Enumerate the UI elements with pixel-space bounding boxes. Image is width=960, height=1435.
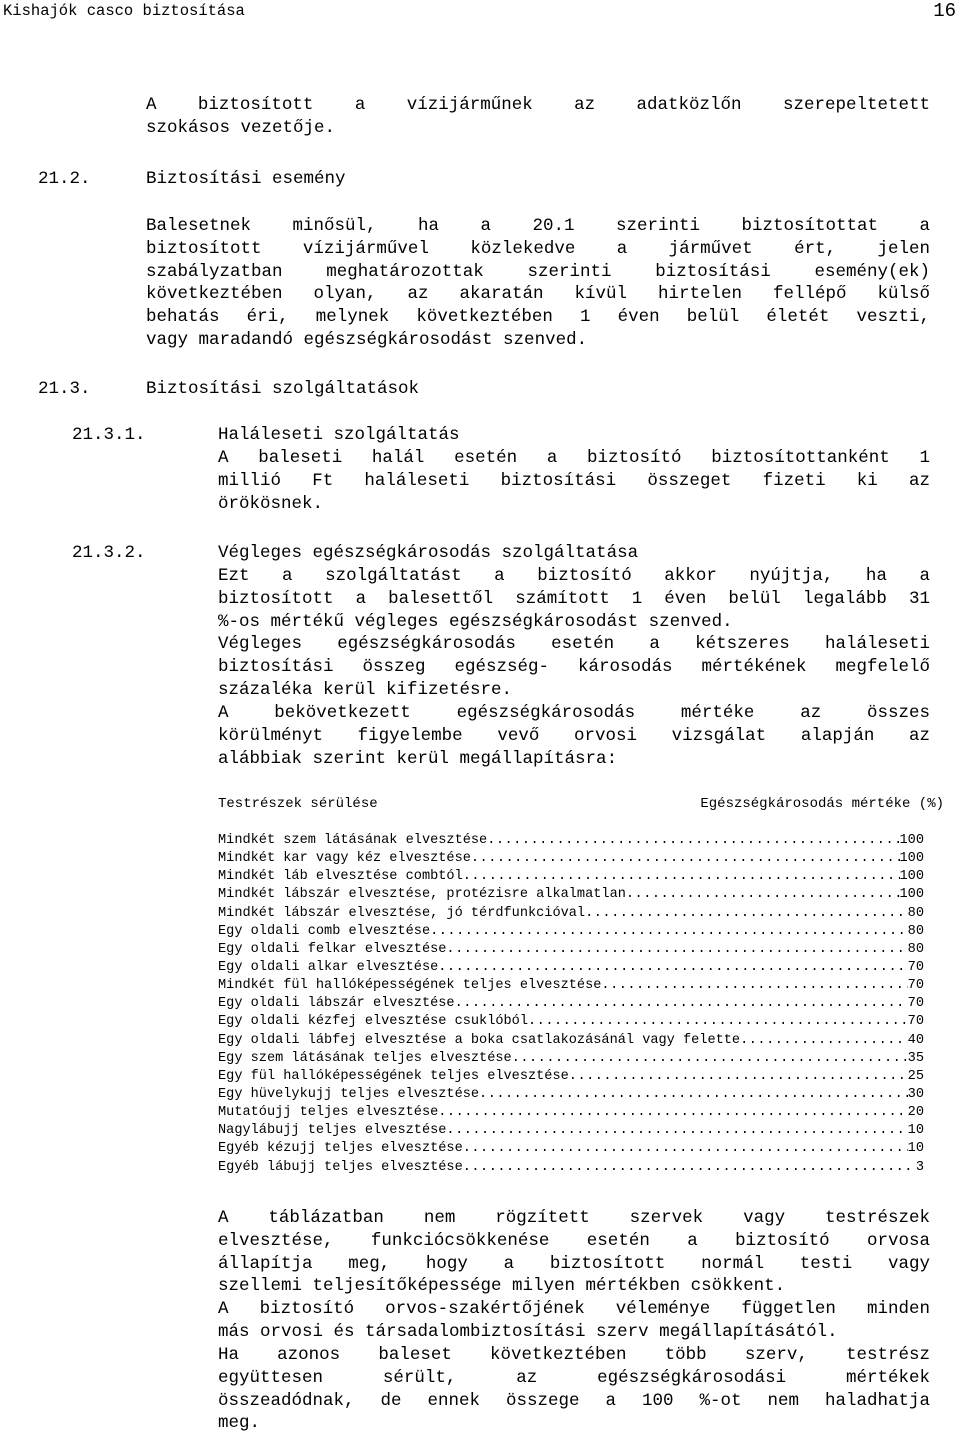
table-row bbox=[218, 905, 924, 923]
leader-dots bbox=[430, 923, 908, 941]
paragraph-expert-opinion: A biztosító orvos-szakértőjének véleménye független minden más orvosi és társadalombiztosítási szerv megállapításától. bbox=[218, 1299, 930, 1342]
percentage-value: 80 bbox=[907, 941, 924, 957]
table-row bbox=[218, 1140, 924, 1158]
percentage-value: 70 bbox=[907, 1014, 924, 1030]
section-number-21-2: 21.2. bbox=[38, 169, 91, 189]
table-row bbox=[218, 995, 924, 1013]
paragraph-permanent-damage-3: A bekövetkezett egészségkárosodás mértéke az összes körülményt figyelembe vevő orvosi vizsgálat alapján az alábbiak szerint kerül megállapításra: bbox=[218, 703, 930, 769]
paragraph-accident-definition: Balesetnek minősül, ha a 20.1 szerinti biztosítottat a biztosított vízijárművel közlekedve a járművet ért, jelen szabályzatban meghatározottak szerinti biztosítási esemény(ek) következtében olyan, az akaratán kívül hirtelen fellépő külső behatás éri, melynek következtében 1 éven belül életét veszti, vagy maradandó egészségkárosodást szenved. bbox=[146, 216, 930, 350]
table-row bbox=[218, 1068, 924, 1086]
injury-label: Egy oldali alkar elvesztése bbox=[218, 959, 439, 975]
section-number-21-3: 21.3. bbox=[38, 379, 91, 399]
leader-dots bbox=[463, 868, 900, 886]
section-title-21-3-1: Haláleseti szolgáltatás bbox=[218, 425, 460, 445]
paragraph-permanent-damage-1: Ezt a szolgáltatást a biztosító akkor nyújtja, ha a biztosított a balesettől számított 1 éven belül legalább 31 %-os mértékű végleges egészségkárosodást szenved. bbox=[218, 566, 930, 632]
injury-label: Egy oldali comb elvesztése bbox=[218, 923, 431, 939]
page-header bbox=[3, 2, 956, 24]
table-row bbox=[218, 1104, 924, 1122]
percentage-value: 30 bbox=[907, 1086, 924, 1102]
injury-table bbox=[218, 832, 924, 1177]
leader-dots bbox=[512, 1050, 908, 1068]
injury-label: Egy szem látásának teljes elvesztése bbox=[218, 1050, 512, 1066]
percentage-value: 100 bbox=[899, 851, 924, 867]
leader-dots bbox=[487, 832, 899, 850]
percentage-value: 70 bbox=[907, 996, 924, 1012]
table-row bbox=[218, 959, 924, 977]
section-title-21-3: Biztosítási szolgáltatások bbox=[146, 379, 420, 399]
injury-label: Egy oldali felkar elvesztése bbox=[218, 941, 447, 957]
section-title-21-2: Biztosítási esemény bbox=[146, 169, 346, 189]
paragraph-death-benefit: A baleseti halál esetén a biztosító biztosítottanként 1 millió Ft haláleseti biztosítási összeget fizeti ki az örökösnek. bbox=[218, 448, 930, 514]
leader-dots bbox=[471, 850, 900, 868]
table-row bbox=[218, 1032, 924, 1050]
leader-dots bbox=[626, 886, 900, 904]
injury-label: Egy oldali lábszár elvesztése bbox=[218, 996, 455, 1012]
table-row bbox=[218, 1050, 924, 1068]
table-row bbox=[218, 886, 924, 904]
leader-dots bbox=[528, 1013, 908, 1031]
leader-dots bbox=[455, 995, 908, 1013]
paragraph-unlisted-organs: A táblázatban nem rögzített szervek vagy testrészek elvesztése, funkciócsökkenése esetén a biztosító orvosa állapítja meg, hogy a biztosított normál testi vagy szellemi teljesítőképessége milyen mértékben csökkent. bbox=[218, 1208, 930, 1297]
leader-dots bbox=[740, 1032, 908, 1050]
table-row bbox=[218, 868, 924, 886]
percentage-value: 100 bbox=[899, 869, 924, 885]
injury-label: Mindkét kar vagy kéz elvesztése bbox=[218, 851, 471, 867]
table-header bbox=[218, 796, 944, 816]
percentage-value: 40 bbox=[907, 1032, 924, 1048]
injury-label: Egy hüvelykujj teljes elvesztése bbox=[218, 1086, 480, 1102]
paragraph-multiple-injuries: Ha azonos baleset következtében több szerv, testrész együttesen sérült, az egészségkárosodási mértékek összeadódnak, de ennek összege a 100 %-ot nem haladhatja meg. bbox=[218, 1345, 930, 1434]
injury-label: Egyéb lábujj teljes elvesztése bbox=[218, 1159, 463, 1175]
leader-dots bbox=[463, 1140, 908, 1158]
percentage-value: 3 bbox=[915, 1159, 924, 1175]
injury-label: Egy fül hallóképességének teljes elvesztése bbox=[218, 1068, 569, 1084]
section-title-21-3-2: Végleges egészségkárosodás szolgáltatása bbox=[218, 543, 639, 563]
leader-dots bbox=[463, 1159, 916, 1177]
percentage-value: 10 bbox=[907, 1141, 924, 1157]
percentage-value: 35 bbox=[907, 1050, 924, 1066]
injury-label: Egy oldali lábfej elvesztése a boka csatlakozásánál vagy felette bbox=[218, 1032, 741, 1048]
table-row bbox=[218, 1086, 924, 1104]
percentage-value: 100 bbox=[899, 833, 924, 848]
table-row bbox=[218, 977, 924, 995]
injury-label: Mindkét fül hallóképességének teljes elvesztése bbox=[218, 978, 602, 994]
leader-dots bbox=[438, 1104, 907, 1122]
injury-label: Egy oldali kézfej elvesztése csuklóból bbox=[218, 1014, 528, 1030]
percentage-value: 100 bbox=[899, 887, 924, 903]
section-number-21-3-2: 21.3.2. bbox=[72, 543, 146, 563]
table-header-injury: Testrészek sérülése bbox=[218, 796, 378, 812]
table-row bbox=[218, 1159, 924, 1177]
leader-dots bbox=[585, 905, 908, 923]
table-row bbox=[218, 941, 924, 959]
table-row bbox=[218, 832, 924, 850]
table-row bbox=[218, 850, 924, 868]
section-number-21-3-1: 21.3.1. bbox=[72, 425, 146, 445]
injury-label: Egyéb kézujj teljes elvesztése bbox=[218, 1141, 463, 1157]
percentage-value: 20 bbox=[907, 1105, 924, 1121]
percentage-value: 10 bbox=[907, 1123, 924, 1139]
injury-label: Mutatóujj teljes elvesztése bbox=[218, 1105, 439, 1121]
paragraph-driver: A biztosított a vízijárműnek az adatközlőn szerepeltetett szokásos vezetője. bbox=[146, 95, 930, 138]
table-header-percentage: Egészségkárosodás mértéke (%) bbox=[700, 796, 944, 812]
table-row bbox=[218, 1122, 924, 1140]
percentage-value: 70 bbox=[907, 959, 924, 975]
injury-label: Mindkét szem látásának elvesztése bbox=[218, 833, 488, 848]
injury-label: Mindkét láb elvesztése combtól bbox=[218, 869, 463, 885]
percentage-value: 80 bbox=[907, 905, 924, 921]
percentage-value: 80 bbox=[907, 923, 924, 939]
leader-dots bbox=[438, 959, 907, 977]
injury-label: Mindkét lábszár elvesztése, protézisre alkalmatlan bbox=[218, 887, 626, 903]
leader-dots bbox=[479, 1086, 908, 1104]
document-title: Kishajók casco biztosítása bbox=[3, 2, 245, 20]
table-row bbox=[218, 1013, 924, 1031]
page-number: 16 bbox=[933, 0, 956, 22]
leader-dots bbox=[569, 1068, 908, 1086]
leader-dots bbox=[446, 941, 907, 959]
percentage-value: 25 bbox=[907, 1068, 924, 1084]
table-row bbox=[218, 923, 924, 941]
percentage-value: 70 bbox=[907, 978, 924, 994]
paragraph-permanent-damage-2: Végleges egészségkárosodás esetén a kétszeres haláleseti biztosítási összeg egészség- károsodás mértékének megfelelő százaléka kerül kifizetésre. bbox=[218, 634, 930, 700]
injury-label: Nagylábujj teljes elvesztése bbox=[218, 1123, 447, 1139]
injury-label: Mindkét lábszár elvesztése, jó térdfunkcióval bbox=[218, 905, 586, 921]
leader-dots bbox=[446, 1122, 907, 1140]
leader-dots bbox=[601, 977, 907, 995]
